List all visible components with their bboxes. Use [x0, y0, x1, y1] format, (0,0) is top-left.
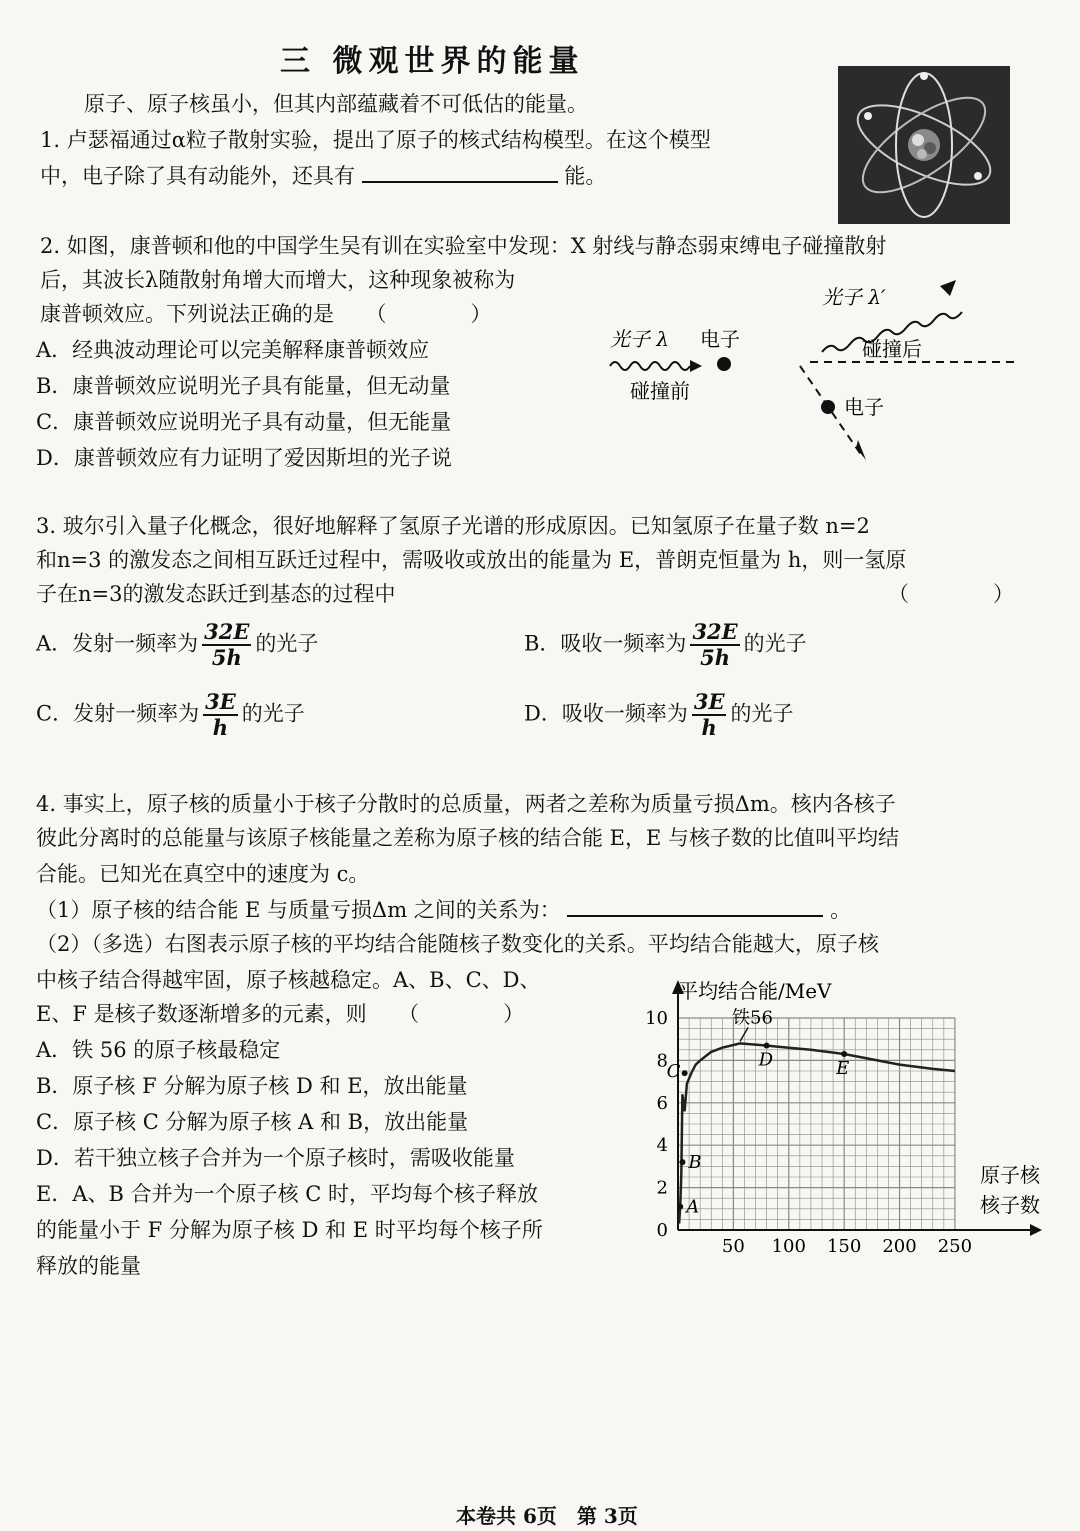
q2-option-b: B．康普顿效应说明光子具有能量，但无动量	[36, 374, 451, 398]
y-tick-label: 0	[656, 1220, 668, 1241]
atom-illustration	[838, 66, 1010, 224]
point-label-e: E	[836, 1058, 850, 1080]
x-tick-label: 250	[937, 1236, 973, 1257]
q4-line1: 4. 事实上，原子核的质量小于核子分散时的总质量，两者之差称为质量亏损Δm。核内各核子	[36, 792, 896, 816]
q3-option-a	[36, 620, 318, 670]
q2-option-c: C．康普顿效应说明光子具有动量，但无能量	[36, 410, 452, 434]
x-axis-arrow-icon	[1030, 1224, 1042, 1236]
q3-option-b-suffix: 的光子	[743, 631, 807, 656]
q3-line3: 子在n=3的激发态跃迁到基态的过程中	[36, 582, 396, 606]
q1-answer-blank[interactable]	[362, 159, 558, 183]
q4-option-e-cont1: 的能量小于 F 分解为原子核 D 和 E 时平均每个核子所	[36, 1218, 543, 1242]
q1-line2-pre: 中，电子除了具有动能外，还具有	[40, 164, 355, 188]
q4-line3: 合能。已知光在真空中的速度为 c。	[36, 862, 370, 886]
q4-sub2-line2: 中核子结合得越牢固，原子核越稳定。A、B、C、D、	[36, 968, 541, 992]
q4-sub2-line3: E、F 是核子数逐渐增多的元素，则 （ ）	[36, 1002, 525, 1026]
q4-sub1	[36, 892, 851, 928]
q3-option-c-suffix: 的光子	[241, 701, 305, 726]
q4-sub1-pre: （1）原子核的结合能 E 与质量亏损Δm 之间的关系为：	[36, 898, 561, 922]
before-electron-dot	[717, 357, 731, 371]
q2-option-a: A．经典波动理论可以完美解释康普顿效应	[36, 338, 430, 362]
q3-option-b	[524, 620, 807, 670]
q3-option-c-label: C．发射一频率为	[36, 701, 200, 726]
q3-option-c	[36, 690, 305, 740]
q2-line3: 康普顿效应。下列说法正确的是 （ ）	[40, 302, 492, 326]
chart-xlabel-line1: 原子核	[980, 1163, 1040, 1187]
after-electron-label: 电子	[844, 395, 884, 419]
compton-diagram	[600, 276, 1040, 466]
y-tick-label: 8	[656, 1050, 668, 1072]
incoming-photon-arrow-icon	[690, 360, 702, 372]
q3-line1: 3. 玻尔引入量子化概念，很好地解释了氢原子光谱的形成原因。已知氢原子在量子数 n=2	[36, 514, 870, 538]
q3-answer-bracket[interactable]: （ ）	[888, 582, 1014, 606]
before-electron-label: 电子	[700, 327, 740, 351]
after-caption: 碰撞后	[862, 337, 922, 361]
point-c	[682, 1070, 688, 1076]
point-label-a: A	[686, 1196, 700, 1218]
y-tick-label: 6	[656, 1092, 668, 1114]
q3-option-d-fraction: $\frac{3E}{h}$	[693, 689, 725, 740]
y-tick-label: 4	[656, 1135, 668, 1157]
q3-option-a-fraction: $\frac{32E}{5h}$	[204, 619, 250, 670]
q4-option-a: A．铁 56 的原子核最稳定	[36, 1038, 281, 1062]
q1-line2-post: 能。	[564, 164, 607, 188]
q3-option-a-suffix: 的光子	[255, 631, 319, 656]
q4-sub1-post: 。	[830, 898, 852, 922]
point-a	[677, 1204, 683, 1210]
q3-option-d-suffix: 的光子	[730, 701, 794, 726]
q1-line1: 1. 卢瑟福通过α粒子散射实验，提出了原子的核式结构模型。在这个模型	[40, 128, 711, 152]
scattered-photon-arrow-icon	[940, 280, 956, 296]
q3-option-d-label: D．吸收一频率为	[524, 701, 688, 726]
y-tick-label: 2	[656, 1177, 668, 1199]
q4-option-d: D．若干独立核子合并为一个原子核时，需吸收能量	[36, 1146, 515, 1170]
q4-sub2-line1: （2）（多选）右图表示原子核的平均结合能随核子数变化的关系。平均结合能越大，原子核	[36, 932, 879, 956]
point-d	[764, 1043, 770, 1049]
page-footer: 本卷共 6页 第 3页	[456, 1504, 638, 1528]
point-label-c: C	[666, 1061, 681, 1083]
q3-option-b-fraction: $\frac{32E}{5h}$	[692, 619, 738, 670]
x-tick-label: 200	[882, 1236, 917, 1257]
x-tick-label: 150	[826, 1236, 862, 1257]
point-e	[841, 1051, 847, 1057]
chart-series	[679, 1007, 955, 1223]
q3-option-c-fraction: $\frac{3E}{h}$	[205, 689, 236, 740]
q4-option-c: C．原子核 C 分解为原子核 A 和 B，放出能量	[36, 1110, 469, 1134]
q2-option-d: D．康普顿效应有力证明了爱因斯坦的光子说	[36, 446, 452, 470]
point-label-b: B	[688, 1152, 702, 1174]
q3-option-d	[524, 690, 793, 740]
q3-option-a-label: A．发射一频率为	[36, 631, 199, 656]
point-label-d: D	[758, 1049, 774, 1071]
q4-line2: 彼此分离时的总能量与该原子核能量之差称为原子核的结合能 E，E 与核子数的比值叫平均结	[36, 826, 900, 850]
intro-text: 原子、原子核虽小，但其内部蕴藏着不可低估的能量。	[84, 92, 588, 116]
q4-option-b: B．原子核 F 分解为原子核 D 和 E，放出能量	[36, 1074, 468, 1098]
incoming-photon-wave	[610, 362, 690, 370]
peak-annotation: 铁56	[732, 1007, 773, 1029]
x-tick-label: 50	[721, 1236, 745, 1257]
chart-ylabel: 平均结合能/MeV	[678, 979, 832, 1003]
y-tick-label: 10	[645, 1008, 668, 1029]
after-electron-dot	[821, 400, 835, 414]
section-title: 三 微观世界的能量	[280, 44, 585, 79]
before-photon-label: 光子 λ	[610, 327, 670, 351]
q4-option-e: E．A、B 合并为一个原子核 C 时，平均每个核子释放	[36, 1182, 539, 1206]
after-photon-label: 光子 λ′	[822, 285, 886, 309]
point-b	[679, 1159, 685, 1165]
q4-sub1-answer-blank[interactable]	[567, 893, 823, 917]
binding-energy-curve	[679, 1043, 955, 1223]
chart-xlabel-line2: 核子数	[980, 1193, 1040, 1217]
q2-line2: 后，其波长λ随散射角增大而增大，这种现象被称为	[40, 268, 516, 292]
q3-line2: 和n=3 的激发态之间相互跃迁过程中，需吸收或放出的能量为 E，普朗克恒量为 h，则一氢原	[36, 548, 907, 572]
x-tick-label: 100	[771, 1236, 806, 1257]
q1-line2	[40, 158, 606, 194]
before-caption: 碰撞前	[630, 379, 690, 403]
q2-line1: 2. 如图，康普顿和他的中国学生吴有训在实验室中发现：X 射线与静态弱束缚电子碰撞散射	[40, 234, 887, 258]
q4-option-e-cont2: 释放的能量	[36, 1254, 141, 1278]
binding-energy-chart	[630, 972, 1070, 1262]
q3-option-b-label: B．吸收一频率为	[524, 631, 687, 656]
